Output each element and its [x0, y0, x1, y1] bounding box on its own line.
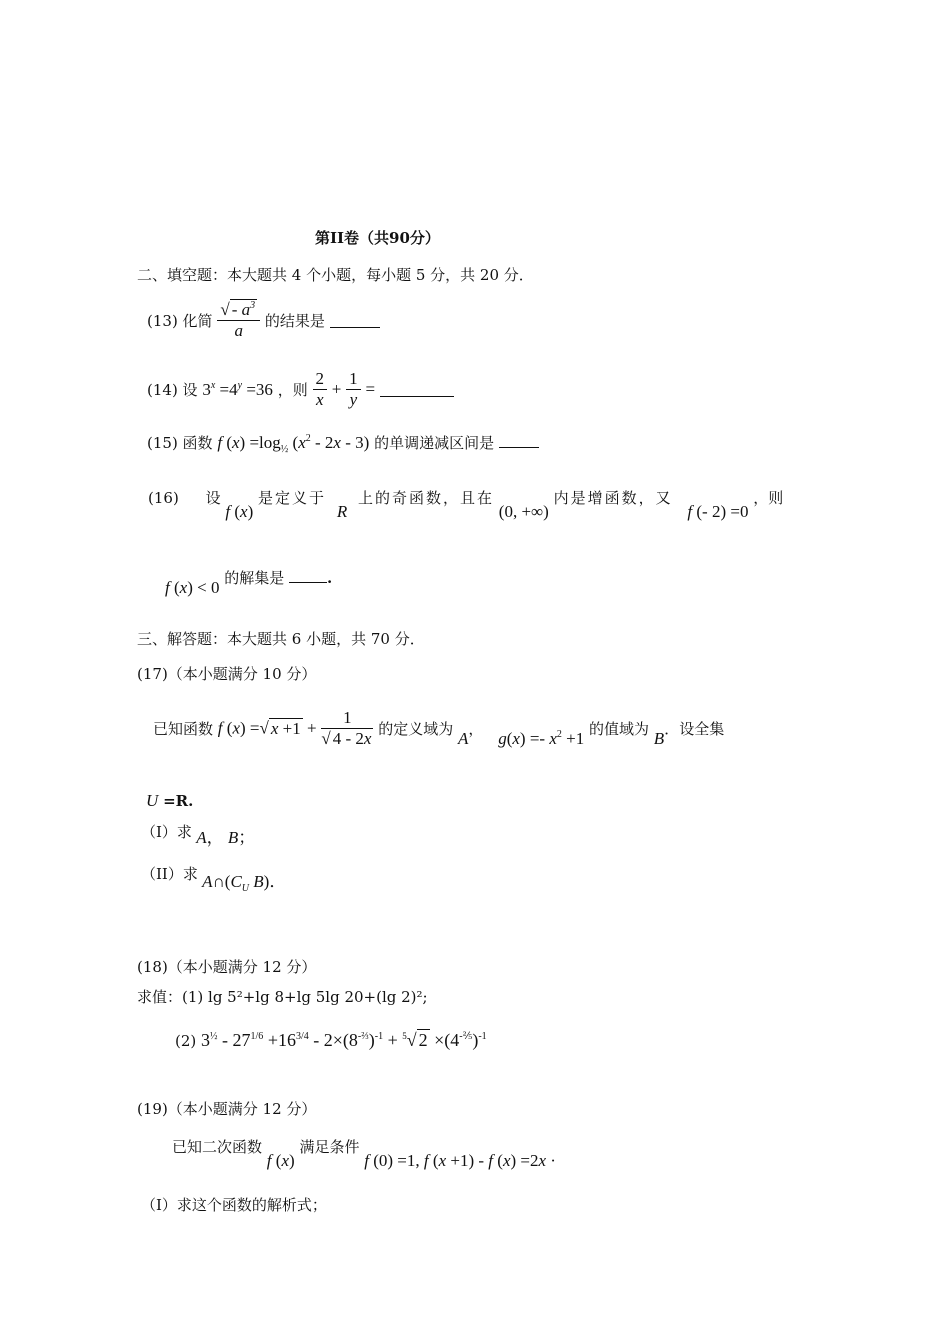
q16-text-5: ，则	[753, 489, 784, 507]
q13-label: (13) 化简	[147, 311, 213, 330]
q14-answer-blank[interactable]	[380, 382, 454, 397]
q15-label: (15) 函数	[147, 434, 213, 452]
q13-tail: 的结果是	[264, 311, 325, 330]
section-3-heading: 三、解答题：本大题共 6 小题，共 70 分．	[137, 630, 425, 648]
q16-text-4: 内是增函数，又	[553, 489, 673, 507]
q17-text-1: 已知函数	[153, 719, 214, 738]
q18-part-2: (2) $3^{\frac{1}{2}} - 27^{1/6} +16^{3/4} - 2\times(8^{-\frac{2}{3}})^{-1} + ^5√$ $2 \times(4^{-\frac{2}{5}})^{-1}$	[175, 1030, 487, 1050]
q14-then: ，则	[277, 380, 308, 399]
question-17-statement: 已知函数 f (x) =√ x +1 + $\frac{1}{√ 4 - 2x}$ 的定义域为 A， $g(x) =- x^2 +1$ 的值域为 B．设全集	[153, 708, 725, 749]
q17-text-2: 的定义域为	[378, 719, 454, 738]
q16-text-6: 的解集是	[224, 569, 285, 587]
q15-answer-blank[interactable]	[499, 433, 539, 448]
q18-part-2-label: (2)	[175, 1032, 197, 1050]
q17-text-5: ．设全集	[664, 719, 725, 738]
q16-text-1: 设	[205, 489, 221, 507]
question-14: (14) 设 $3^x =4^y =36$ ，则 $\frac{2}{x}$ + $\frac{1}{y}$ =	[147, 369, 454, 411]
question-16-line-1: (16) 设 f (x) 是定义于 R 上的奇函数，且在 (0, +∞) 内是增函数，又 f (- 2) =0 ，则	[148, 489, 784, 521]
question-19-statement: 已知二次函数 f (x) 满足条件 f (0) =1, f (x +1) - f (x) =2x ·	[172, 1138, 556, 1170]
q16-answer-blank[interactable]	[289, 568, 327, 583]
q17-part-2: （II）求 $A\cap(C_U$ B)．	[141, 865, 287, 894]
q13-answer-blank[interactable]	[330, 313, 380, 328]
q14-fraction-1-over-y: $\frac{1}{y}$	[346, 369, 361, 411]
q18-label: (18)（本小题满分 12 分）	[137, 958, 317, 976]
q16-end-dot: .	[327, 569, 333, 587]
q18-part-1: 求值：(1) lg 5²+lg 8+lg 5lg 20+(lg 2)²;	[137, 988, 428, 1006]
q17-text-4: 的值域为	[589, 719, 650, 738]
question-16-line-2: f (x) < 0 的解集是 .	[165, 569, 333, 597]
section-2-heading: 二、填空题：本大题共 4 个小题，每小题 5 分，共 20 分．	[137, 266, 534, 284]
q17-text-3: ，	[468, 719, 484, 738]
q14-equals: =	[365, 379, 376, 399]
q19-part-1: （I）求这个函数的解析式；	[141, 1196, 327, 1214]
q16-text-3: 上的奇函数，且在	[358, 489, 495, 507]
question-13	[147, 300, 380, 342]
q17-label: (17)（本小题满分 10 分）	[137, 665, 317, 683]
q15-tail: 的单调递减区间是	[374, 434, 495, 452]
q19-text-2: 满足条件	[299, 1138, 360, 1156]
q14-label: (14) 设	[147, 380, 198, 399]
q17-universe: U =R.	[146, 791, 194, 810]
q13-fraction: $\frac{√ - a^3}{a}$	[217, 300, 260, 342]
question-15: (15) 函数 f $(x) =\log_{\frac{1}{2}}$ $(x^2 - 2x - 3)$ 的单调递减区间是	[147, 433, 539, 456]
q17-part-1: （I）求 A， B；	[141, 823, 256, 847]
q19-label: (19)（本小题满分 12 分）	[137, 1100, 317, 1118]
page-title: 第II卷（共90分）	[315, 229, 440, 247]
q17-fraction: $\frac{1}{√ 4 - 2x}$	[321, 708, 372, 749]
q16-text-2: 是定义于	[258, 489, 327, 507]
q14-fraction-2-over-x: $\frac{2}{x}$	[313, 369, 328, 411]
q16-label: (16)	[148, 489, 179, 507]
q19-text-1: 已知二次函数	[172, 1138, 263, 1156]
